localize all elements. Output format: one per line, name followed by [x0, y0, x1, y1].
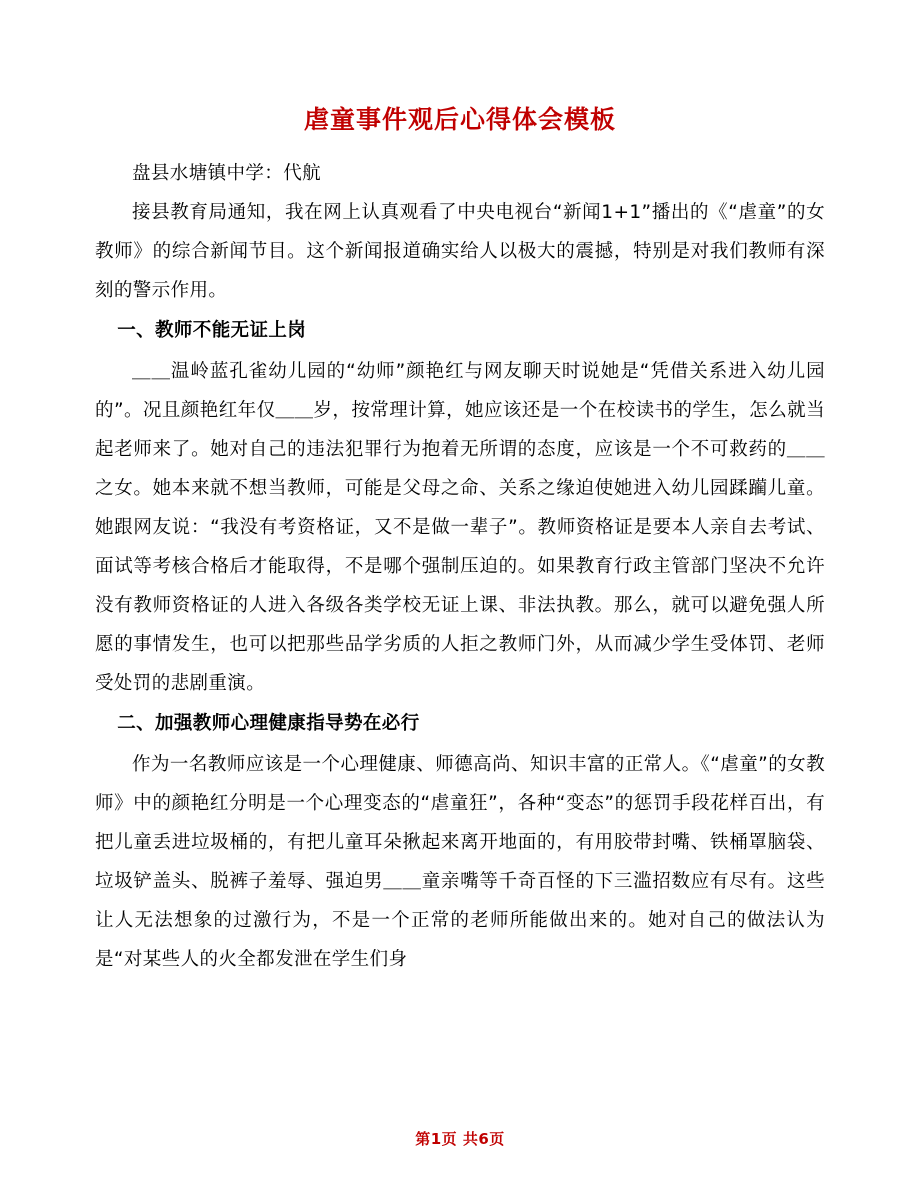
section-heading-one: 一、教师不能无证上岗: [117, 320, 307, 341]
page-title: 虐童事件观后心得体会模板: [303, 105, 616, 134]
paragraph-section-two: 作为一名教师应该是一个心理健康、师德高尚、知识丰富的正常人。《“虐童”的女教师》中的颜艳红分明是一个心理变态的“虐童狂”，各种“变态”的惩罚手段花样百出，有把儿童丢进垃圾桶的，有把儿童耳朵揪起来离开地面的，有用胶带封嘴、铁桶罩脑袋、垃圾铲盖头、脱裤子羞辱、强迫男＿＿童亲嘴等千奇百怪的下三滥招数应有尽有。这些让人无法想象的过激行为，不是一个正常的老师所能做出来的。她对自己的做法认为是“对某些人的火全都发泄在学生们身: [95, 754, 825, 970]
section-heading-two: 二、加强教师心理健康指导势在必行: [117, 713, 420, 734]
byline: 盘县水塘镇中学：代航: [132, 163, 322, 184]
paragraph-section-one: ＿＿温岭蓝孔雀幼儿园的“幼师”颜艳红与网友聊天时说她是“凭借关系进入幼儿园的”。况且颜艳红年仅＿＿岁，按常理计算，她应该还是一个在校读书的学生，怎么就当起老师来了。她对自己的违法犯罪行为抱着无所谓的态度，应该是一个不可救药的＿＿之女。她本来就不想当教师，可能是父母之命、关系之缘迫使她进入幼儿园蹂躏儿童。她跟网友说：“我没有考资格证，又不是做一辈子”。教师资格证是要本人亲自去考试、面试等考核合格后才能取得，不是哪个强制压迫的。如果教育行政主管部门坚决不允许没有教师资格证的人进入各级各类学校无证上课、非法执教。那么，就可以避免强人所愿的事情发生，也可以把那些品学劣质的人拒之教师门外，从而减少学生受体罚、老师受处罚的悲剧重演。: [95, 361, 825, 694]
document-body: [95, 100, 825, 979]
page-footer: 第1页 共6页: [415, 1130, 505, 1148]
paragraph-intro: 接县教育局通知，我在网上认真观看了中央电视台“新闻1+1”播出的《“虐童”的女教师》的综合新闻节目。这个新闻报道确实给人以极大的震撼，特别是对我们教师有深刻的警示作用。: [95, 202, 825, 301]
